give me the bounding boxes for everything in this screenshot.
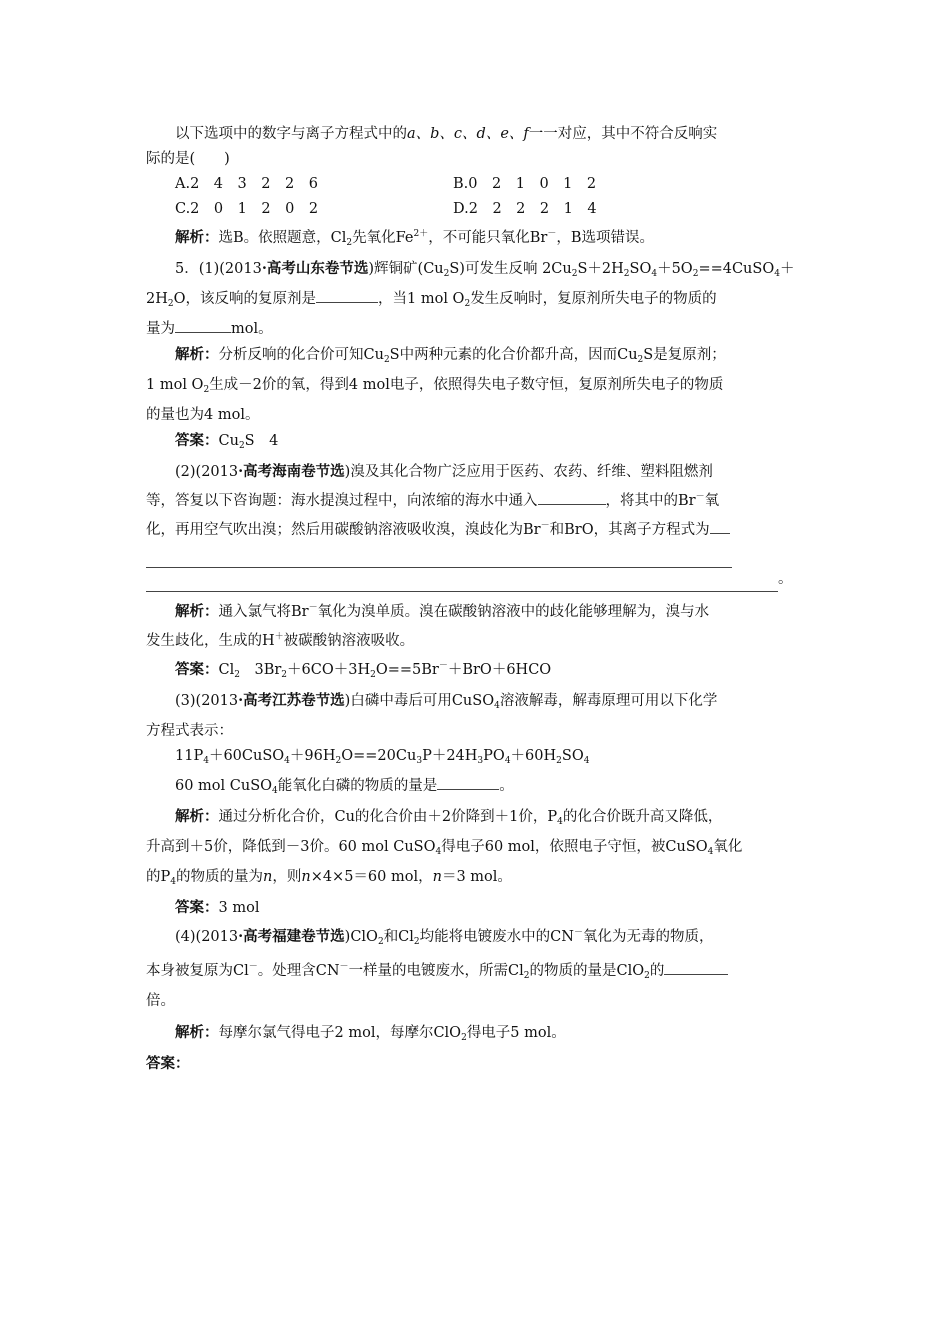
q5-4-question: (4)(2013·高考福建卷节选)ClO$_2$和$Cl_2$均能将电镀废水中的CN－氧化为无毒的物质， 本身被复原为Cl－。处理含CN－一样量的电镀废水，所需$Cl_2$的物质的量是ClO$_2$的 倍。 xyxy=(146,921,808,1014)
q5-3-equation: $11P_4+60CuSO_4+96H_2O==20Cu_3P+24H_3PO_4+60H_2SO_4$ xyxy=(175,748,590,766)
document-page xyxy=(146,122,808,1077)
q5-1-question: 5．(1)(2013·高考山东卷节选)辉铜矿$(Cu_2S)$可发生反响 $2Cu_2S+2H_2SO_4+5O_2==4CuSO_4+2H_2O$，该反响的复原剂是 ，当1 mol $O_2$发生反响时，复原剂所失电子的物质的 量为 mol。 xyxy=(146,260,795,337)
period: 。 xyxy=(778,571,793,587)
answer-blank[interactable] xyxy=(538,490,606,505)
q5-3-question: (3)(2013·高考江苏卷节选)白磷中毒后可用CuSO$_4$溶液解毒，解毒原理可用以下化学 方程式表示： xyxy=(146,692,718,739)
answer-blank[interactable] xyxy=(437,775,499,790)
q5-1-answer: 答案：$Cu_2S$ 4 xyxy=(175,432,279,451)
option-a: A.2 4 3 2 2 6 xyxy=(175,176,318,192)
option-d: D.2 2 2 2 1 4 xyxy=(453,201,597,217)
q5-2-answer: 答案：$Cl_2$ $3Br_2+6CO+3H_2O==5Br^-+BrO+6HCO$ xyxy=(175,661,552,680)
q5-3-answer: 答案：3 mol xyxy=(175,899,260,916)
q4-intro-cont: 际的是( ) xyxy=(146,151,230,167)
answer-blank[interactable] xyxy=(664,960,728,975)
q5-1-analysis: 解析：分析反响的化合价可知$Cu_2S$中两种元素的化合价都升高，因而$Cu_2S$是复原剂； 1 mol $O_2$生成－2价的氧，得到4 mol电子，依照得失电子数守恒，复原剂所失电子的物质 的量也为4 mol。 xyxy=(146,346,726,423)
answer-blank[interactable] xyxy=(710,519,730,534)
q5-3-analysis: 解析：通过分析化合价，Cu的化合价由＋2价降到＋1价，$P_4$的化合价既升高又降低， 升高到＋5价，降低到－3价。60 mol CuSO$_4$得电子60 mol，依照电子守恒，被CuSO$_4$氧化 的$P_4$的物质的量为n，则n×4×5＝60 mol，n＝3 mol。 xyxy=(146,808,743,887)
q4-options xyxy=(146,172,808,222)
q5-4-analysis: 解析：每摩尔氯气得电子2 mol，每摩尔ClO$_2$得电子5 mol。 xyxy=(175,1024,566,1043)
q5-2-question: (2)(2013·高考海南卷节选)溴及其化合物广泛应用于医药、农药、纤维、塑料阻燃剂 等，答复以下咨询题：海水提溴过程中，向浓缩的海水中通入 ，将其中的Br－氧 化，再用空气吹出溴；然后用碳酸钠溶液吸收溴，溴歧化为Br－和BrO，其离子方程式为 xyxy=(146,459,808,543)
option-c: C.2 0 1 2 0 2 xyxy=(175,201,319,217)
q4-analysis: 解析：选B。依照题意，$Cl_2$先氧化$Fe^{2+}$，不可能只氧化Br－，B选项错误。 xyxy=(175,229,654,248)
answer-line[interactable] xyxy=(146,569,778,592)
q4-intro: 以下选项中的数字与离子方程式中的a、b、c、d、e、f一一对应，其中不符合反响实 xyxy=(175,126,718,142)
answer-line-row xyxy=(146,568,808,592)
q5-2-analysis: 解析：通入氯气将Br－氧化为溴单质。溴在碳酸钠溶液中的歧化能够理解为，溴与水 发生歧化，生成的H＋被碳酸钠溶液吸收。 xyxy=(146,603,710,649)
option-b: B.0 2 1 0 1 2 xyxy=(453,176,597,192)
q5-4-answer: 答案： xyxy=(146,1055,190,1072)
answer-blank[interactable] xyxy=(175,318,231,333)
answer-line[interactable] xyxy=(146,543,732,568)
q5-3-prompt: 60 mol CuSO$_4$能氧化白磷的物质的量是 。 xyxy=(146,774,808,804)
answer-blank[interactable] xyxy=(316,288,378,303)
